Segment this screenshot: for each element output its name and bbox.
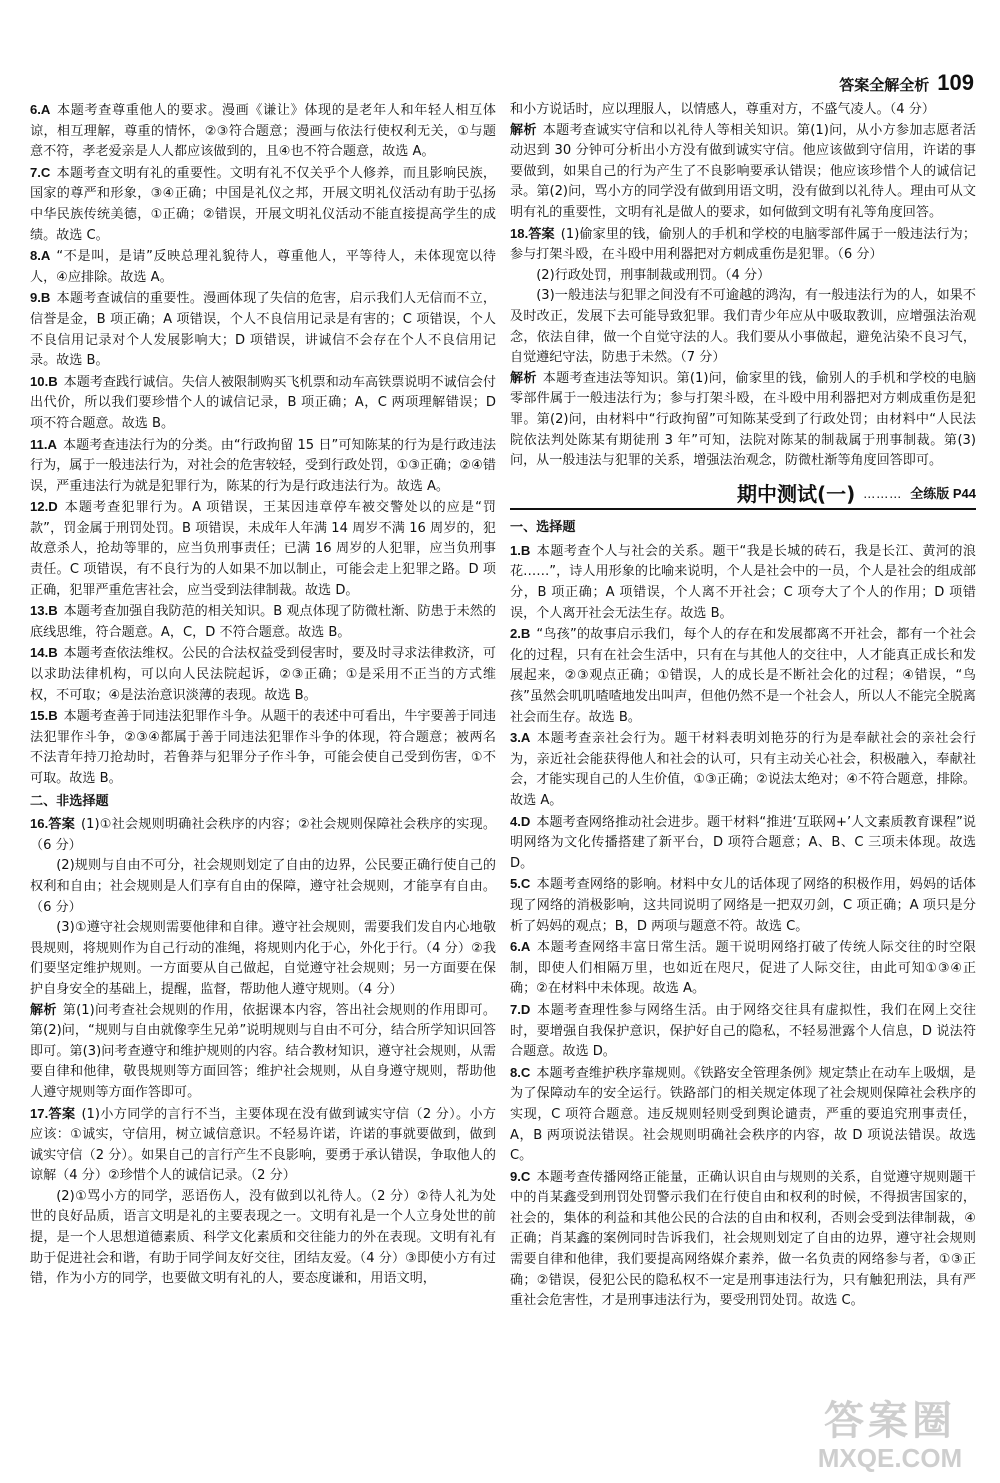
- analysis-label: 解析: [510, 370, 537, 386]
- answer-number: 13.B: [30, 603, 58, 619]
- answer-number: 10.B: [30, 373, 58, 389]
- answer-number: 15.B: [30, 708, 58, 724]
- answer-number: 18.答案: [510, 225, 555, 241]
- answer-item: [30, 643, 496, 706]
- analysis-label: 解析: [30, 1002, 57, 1018]
- answer-item: [30, 163, 496, 246]
- answer-text: “不是叫，是请”反映总理礼貌待人，尊重他人，平等待人，未体现宽以待人，④应排除。故选 A。: [30, 249, 496, 285]
- answer-item: [510, 937, 976, 1000]
- answer-paragraph: (3)一般违法与犯罪之间没有不可逾越的鸿沟，有一般违法行为的人，如果不及时改正，发展下去可能导致犯罪。我们青少年应从中吸取教训，应增强法治观念，依法自律，做一个自觉守法的人。我们要从小事做起，避免沾染不良习气，自觉遵纪守法，防患于未然。（7 分）: [510, 288, 976, 366]
- answer-text: 本题考查维护秩序靠规则。《铁路安全管理条例》规定禁止在动车上吸烟，是为了保障动车的安全运行。铁路部门的相关规定体现了社会规则保障社会秩序的实现，C 项符合题意。违反规则轻则受到舆论谴责，严重的要追究刑事责任，A，B 两项说法错误。社会规则明确社会秩序的内容，故 D 项说法错误。故选 C。: [510, 1065, 976, 1164]
- answer-number: 1.B: [510, 542, 531, 558]
- answer-text: 本题考查网络的影响。材料中女儿的话体现了网络的积极作用，妈妈的话体现了网络的消极影响，这共同说明了网络是一把双刃剑，C 项正确；A 项只是分析了妈妈的观点；B，D 两项与题意不符。故选 C。: [510, 877, 976, 934]
- analysis: [30, 1001, 496, 1104]
- answer-item: [30, 497, 496, 601]
- answer-item: [510, 541, 976, 624]
- answer-paragraph: (2)行政处罚，刑事制裁或刑罚。（4 分）: [536, 267, 771, 283]
- answer-text: 本题考查个人与社会的关系。题干“我是长城的砖石，我是长江、黄河的浪花……”，诗人用形象的比喻来说明，个人是社会中的一员，个人是社会的组成部分，B 项正确；A 项错误，个人离不开社会；C 项夸大了个人的作用；D 项错误，个人离开社会无法生存。故选 B。: [510, 543, 976, 621]
- test-title: 期中测试(一): [736, 481, 856, 506]
- answer-text: 本题考查诚信的重要性。漫画体现了失信的危害，启示我们人无信而不立，信誉是金，B 项正确；A 项错误，个人不良信用记录是有害的；C 项错误，个人不良信用记录对个人发展影响大；D 项错误，讲诚信不会存在个人不良信用记录。故选 B。: [30, 291, 496, 369]
- answer-item: [30, 706, 496, 789]
- answer-item: [510, 1000, 976, 1063]
- answer-paragraph: (3)①遵守社会规则需要他律和自律。遵守社会规则，需要我们发自内心地敬畏规则，将规则作为自己行动的准绳，将规则内化于心，外化于行。（4 分）②我们要坚定维护规则。一方面要从自己做起，自觉遵守社会规则；另一方面要在保护自身安全的基础上，提醒，监督，帮助他人遵守规则。（4 分）: [30, 920, 496, 997]
- answer-text: 本题考查犯罪行为。A 项错误，王某因违章停车被交警处以的应是“罚款”，罚金属于刑罚处罚。B 项错误，未成年人年满 14 周岁不满 16 周岁的，犯故意杀人，抢劫等罪的，应当负刑事责任；已满 16 周岁的人犯罪，应当负刑事责任。C 项错误，有不良行为的人如果不加以制止，可能会走上犯罪之路。D 项正确，犯罪严重危害社会，应当受到法律制裁。故选 D。: [30, 500, 496, 598]
- header-title: 答案全解全析: [839, 76, 930, 94]
- answer-number: 9.C: [510, 1168, 531, 1184]
- answer-item: [30, 100, 496, 163]
- answer-item: [30, 601, 496, 643]
- answer-item: [510, 728, 976, 811]
- answer-item: [510, 1063, 976, 1167]
- answer-item: [30, 435, 496, 498]
- answer-item: [510, 1167, 976, 1312]
- answer-number: 6.A: [30, 102, 51, 117]
- section-heading: 一、选择题: [510, 520, 576, 536]
- answer-text: 本题考查文明有礼的重要性。文明有礼不仅关乎个人修养，而且影响民族，国家的尊严和形象，③④正确；中国是礼仪之邦，开展文明礼仪活动有助于弘扬中华民族传统美德，①正确；②错误，开展文明礼仪活动不能直接提高学生的成绩。故选 C。: [30, 165, 496, 243]
- analysis-text: 本题考查诚实守信和以礼待人等相关知识。第(1)问，从小方参加志愿者活动迟到 30 分钟可分析出小方没有做到诚实守信。他应该做到守信用，许诺的事要做到，如果自己的行为产生了不良影响要承认错误；他应该珍惜个人的诚信记录。第(2)问，骂小方的同学没有做到用语文明，没有做到以礼待人。理由可从文明有礼的重要性，文明有礼是做人的要求，如何做到文明有礼等角度回答。: [510, 122, 977, 220]
- answer-item: [510, 874, 976, 937]
- answer-number: 7.D: [510, 1001, 531, 1017]
- answer-text: 本题考查依法维权。公民的合法权益受到侵害时，要及时寻求法律救济，可以求助法律机构，可以向人民法院起诉，②③正确；①是采用不正当的方式维权，不可取；④是法治意识淡薄的表现。故选 B。: [30, 646, 496, 703]
- leader-dots: ………: [863, 486, 903, 501]
- answer-text: (1)①社会规则明确社会秩序的内容；②社会规则保障社会秩序的实现。（6 分）: [30, 817, 497, 853]
- answer-number: 16.答案: [30, 816, 76, 832]
- analysis-text: 第(1)问考查社会规则的作用，依据课本内容，答出社会规则的作用即可。第(2)问，“规则与自由就像孪生兄弟”说明规则与自由不可分，结合所学知识回答即可。第(3)问考查遵守和维护规则的内容。结合教材知识，遵守社会规则，从需要自律和他律，敬畏规则等方面回答；维护社会规则，从自身遵守规则，帮助他人遵守规则等方面作答即可。: [30, 1002, 497, 1100]
- right-column: [510, 100, 976, 1312]
- left-column: [30, 100, 496, 1290]
- page-header: [839, 70, 974, 96]
- answer-item: [30, 814, 496, 856]
- answer-text: 本题考查加强自我防范的相关知识。B 观点体现了防微杜渐、防患于未然的底线思维，符合题意。A，C，D 不符合题意。故选 B。: [30, 604, 496, 640]
- answer-text: “鸟孩”的故事启示我们，每个人的存在和发展都离不开社会，都有一个社会化的过程，只有在社会生活中，只有在与其他人的交往中，人才能真正成长和发展起来，②③观点正确；①错误，人的成长是不断社会化的过程；④错误，“鸟孩”虽然会叽叽喳喳地发出叫声，但他仍然不是一个社会人，所以人不能完全脱离社会而生存。故选 B。: [510, 627, 976, 725]
- answer-text: 本题考查传播网络正能量，正确认识自由与规则的关系，自觉遵守规则题干中的肖某鑫受到刑罚处罚警示我们在行使自由和权利的时候，不得损害国家的，社会的，集体的利益和其他公民的合法的自由和权利，否则会受到法律制裁，④正确；肖某鑫的案例同时告诉我们，社会规则划定了自由的边界，遵守社会规则需要自律和他律，我们要提高网络媒介素养，做一名负责的网络参与者，①③正确；②错误，侵犯公民的隐私权不一定是刑事违法行为，只有触犯刑法，具有严重社会危害性，才是刑事违法行为，要受刑罚处罚。故选 C。: [510, 1169, 976, 1309]
- answer-text: 本题考查善于同违法犯罪作斗争。从题干的表述中可看出，牛宇要善于同违法犯罪作斗争，②③④都属于善于同违法犯罪作斗争的体现，符合题意；被两名不法青年持刀抢劫时，若鲁莽与犯罪分子作斗争，可能会使自己受到伤害，①不可取。故选 B。: [30, 709, 496, 786]
- answer-number: 2.B: [510, 626, 531, 642]
- answer-text: 本题考查网络推动社会进步。题干材料“推进‘互联网+’人文素质教育课程”说明网络为文化传播搭建了新平台，D 项符合题意；A、B、C 三项未体现。故选 D。: [510, 814, 976, 871]
- section-heading: 二、非选择题: [30, 793, 109, 809]
- analysis-text: 本题考查违法等知识。第(1)问，偷家里的钱，偷别人的手机和学校的电脑零部件属于一般违法行为；参与打架斗殴，在斗殴中用利器把对方刺成重伤是犯罪。第(2)问，由材料中“行政拘留”可知陈某受到了行政处罚；由材料中“人民法院依法判处陈某有期徒刑 3 年”可知，法院对陈某的制裁属于刑事制裁。第(3)问，从一般违法与犯罪的关系，增强法治观念，防微杜渐等角度回答即可。: [510, 370, 977, 469]
- test-page-ref: 全练版 P44: [910, 485, 976, 501]
- answer-text: 本题考查违法行为的分类。由“行政拘留 15 日”可知陈某的行为是行政违法行为，属于一般违法行为，对社会的危害较轻，受到行政处罚，①③正确；②④错误，严重违法行为就是犯罪行为，陈某的行为是行政违法行为。故选 A。: [30, 437, 496, 494]
- answer-number: 12.D: [30, 499, 58, 515]
- answer-item: [30, 288, 496, 371]
- answer-paragraph: 和小方说话时，应以理服人，以情感人，尊重对方，不盛气凌人。（4 分）: [510, 102, 935, 117]
- answer-number: 17.答案: [30, 1105, 76, 1121]
- answer-text: 本题考查践行诚信。失信人被限制购买飞机票和动车高铁票说明不诚信会付出代价，所以我们要珍惜个人的诚信记录，B 项正确；A，C 两项理解错误；D 项不符合题意。故选 B。: [30, 374, 496, 431]
- answer-text: 本题考查尊重他人的要求。漫画《谦让》体现的是老年人和年轻人相互体谅，相互理解，尊重的情怀，②③符合题意；漫画与依法行使权利无关，①与题意不符，孝老爱亲是人人都应该做到的，且④也不符合题意，故选 A。: [30, 103, 496, 160]
- answer-text: 本题考查理性参与网络生活。由于网络交往具有虚拟性，我们在网上交往时，要增强自我保护意识，保护好自己的隐私，不轻易泄露个人信息，D 说法符合题意。故选 D。: [510, 1002, 976, 1060]
- page-number: 109: [937, 70, 974, 95]
- test-section-header: [510, 481, 976, 511]
- answer-item: [30, 1104, 496, 1187]
- answer-number: 8.C: [510, 1064, 531, 1080]
- answer-item: [30, 246, 496, 288]
- answer-text: (1)偷家里的钱，偷别人的手机和学校的电脑零部件属于一般违法行为；参与打架斗殴，在斗殴中用利器把对方刺成重伤是犯罪。（6 分）: [510, 226, 977, 263]
- answer-number: 4.D: [510, 813, 531, 829]
- analysis: [510, 369, 976, 472]
- answer-paragraph: (2)①骂小方的同学，恶语伤人，没有做到以礼待人。（2 分）②待人礼为处世的良好品质，语言文明是礼的主要表现之一。文明有礼是一个人立身处世的前提，是一个人思想道德素质、科学文化素质和交往能力的外在表现。文明有礼有助于促进社会和谐，有助于同学间友好交往，团结友爱。（4 分）③即使小方有过错，作为小方的同学，也要做文明有礼的人，要态度谦和，用语文明，: [30, 1188, 496, 1287]
- answer-item: [510, 224, 976, 266]
- answer-text: 本题考查网络丰富日常生活。题干说明网络打破了传统人际交往的时空限制，即使人们相隔万里，也如近在咫尺，促进了人际交往，由此可知①③④正确；②在材料中未体现。故选 A。: [510, 940, 976, 997]
- answer-number: 3.A: [510, 730, 531, 746]
- analysis-label: 解析: [510, 122, 537, 138]
- watermark-url: MXQE.COM: [817, 1443, 963, 1473]
- answer-item: [510, 812, 976, 875]
- answer-paragraph: (2)规则与自由不可分，社会规则划定了自由的边界，公民要正确行使自己的权利和自由；社会规则是人们享有自由的保障，遵守社会规则，才能享有自由。（6 分）: [30, 858, 496, 915]
- answer-number: 7.C: [30, 164, 51, 180]
- watermark-logo: [790, 1399, 990, 1477]
- answer-number: 14.B: [30, 645, 58, 661]
- answer-number: 6.A: [510, 939, 531, 955]
- answer-number: 8.A: [30, 248, 51, 264]
- answer-number: 5.C: [510, 876, 531, 892]
- analysis: [510, 121, 976, 224]
- answer-number: 11.A: [30, 436, 57, 452]
- answer-number: 9.B: [30, 290, 51, 306]
- watermark-text: 答案圈: [824, 1398, 956, 1444]
- answer-text: 本题考查亲社会行为。题干材料表明刘艳芬的行为是奉献社会的亲社会行为，亲近社会能获得他人和社会的认可，只有主动关心社会，积极融入，奉献社会，才能实现自己的人生价值，①③正确；②说法太绝对；④不符合题意，排除。故选 A。: [510, 731, 976, 808]
- answer-text: (1)小方同学的言行不当，主要体现在没有做到诚实守信（2 分）。小方应该：①诚实，守信用，树立诚信意识。不轻易许诺，许诺的事就要做到，做到诚实守信（2 分）。如果自己的言行产生不良影响，要勇于承认错误，争取他人的谅解（4 分）②珍惜个人的诚信记录。（2 分）: [30, 1106, 497, 1184]
- answer-item: [30, 372, 496, 435]
- answer-item: [510, 624, 976, 728]
